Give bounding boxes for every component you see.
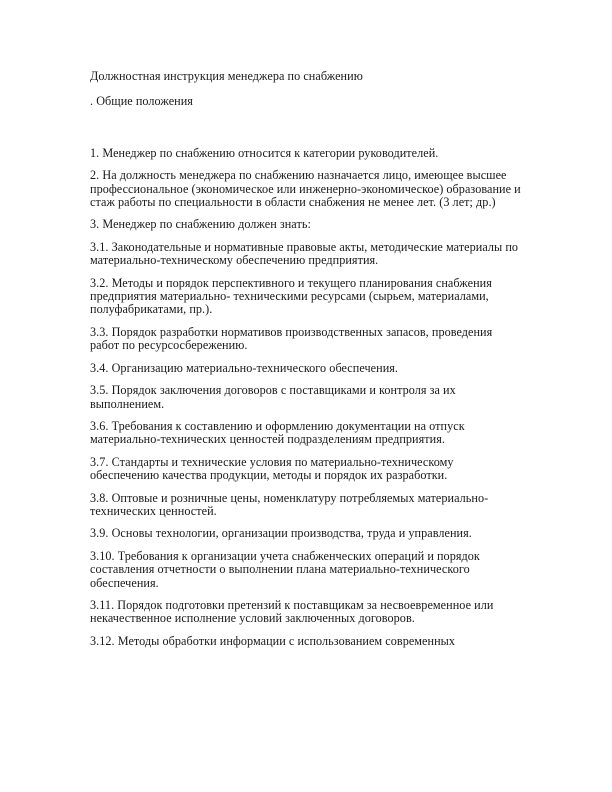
- paragraph-2: 2. На должность менеджера по снабжению назначается лицо, имеющее высшее профессиональное (экономическое или инженерно-экономическое) образование и стаж работы по специальности в области снабжения не менее лет. (3 лет; др.): [90, 168, 521, 210]
- paragraph-3-10: 3.10. Требования к организации учета снабженческих операций и порядок составления отчетности о выполнении плана материально-технического обеспечения.: [90, 548, 480, 590]
- paragraph-3-2: 3.2. Методы и порядок перспективного и текущего планирования снабжения предприятия материально- техническими ресурсами (сырьем, материалами, полуфабрикатами, пр.).: [90, 275, 492, 317]
- document-body: [90, 70, 522, 657]
- paragraph-3-9: 3.9. Основы технологии, организации производства, труда и управления.: [90, 526, 472, 541]
- paragraph-3-1: 3.1. Законодательные и нормативные правовые акты, методические материалы по материально-техническому обеспечению предприятия.: [90, 239, 519, 268]
- paragraph-3-11: 3.11. Порядок подготовки претензий к поставщикам за несвоевременное или некачественное исполнение условий заключенных договоров.: [90, 597, 494, 626]
- paragraph-3-12: 3.12. Методы обработки информации с использованием современных: [90, 633, 456, 648]
- paragraph-1: 1. Менеджер по снабжению относится к категории руководителей.: [90, 145, 439, 160]
- paragraph-3: 3. Менеджер по снабжению должен знать:: [90, 217, 311, 232]
- section-heading: . Общие положения: [90, 94, 193, 109]
- paragraph-3-3: 3.3. Порядок разработки нормативов производственных запасов, проведения работ по ресурсосбережению.: [90, 324, 493, 353]
- paragraph-3-4: 3.4. Организацию материально-технического обеспечения.: [90, 360, 399, 375]
- paragraph-3-8: 3.8. Оптовые и розничные цены, номенклатуру потребляемых материально-технических ценностей.: [90, 490, 489, 518]
- paragraph-3-6: 3.6. Требования к составлению и оформлению документации на отпуск материально-технических ценностей подразделениям предприятия.: [90, 418, 465, 447]
- document-title: Должностная инструкция менеджера по снабжению: [90, 69, 363, 83]
- paragraph-3-5: 3.5. Порядок заключения договоров с поставщиками и контроля за их выполнением.: [90, 383, 456, 411]
- paragraph-3-7: 3.7. Стандарты и технические условия по материально-техническому обеспечению качества продукции, методы и порядок их разработки.: [90, 454, 454, 483]
